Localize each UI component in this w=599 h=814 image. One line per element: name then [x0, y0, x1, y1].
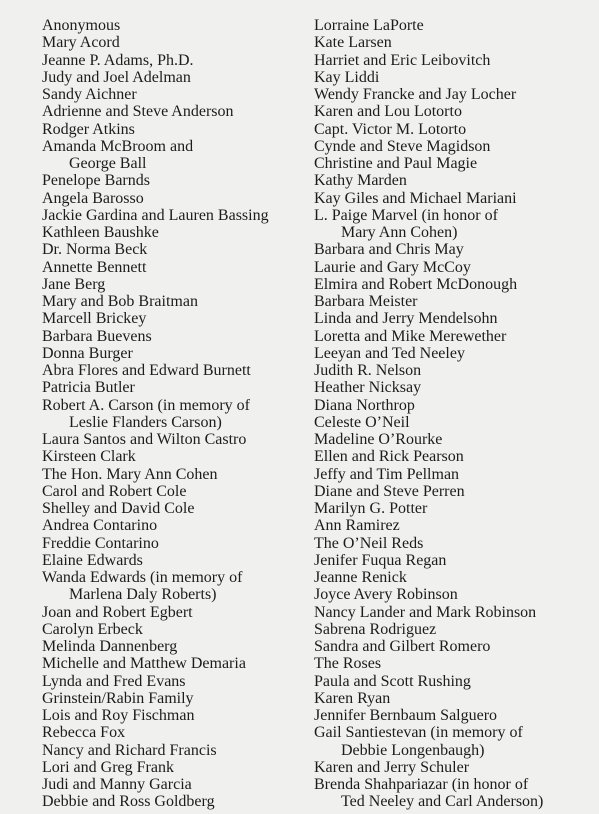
donor-entry [42, 293, 304, 310]
donor-entry [314, 724, 596, 759]
donor-name: Sabrena Rodriguez [314, 620, 437, 638]
donor-name: The Hon. Mary Ann Cohen [42, 465, 218, 483]
donor-entry [42, 241, 304, 258]
donor-entry [314, 448, 596, 465]
donor-name: Jane Berg [42, 275, 106, 293]
donor-name: Lorraine LaPorte [314, 17, 424, 34]
donor-name: L. Paige Marvel (in honor of [314, 206, 498, 224]
donor-entry [42, 655, 304, 672]
donor-name: Jeffy and Tim Pellman [314, 465, 460, 483]
donor-name: Karen and Jerry Schuler [314, 758, 470, 776]
donor-entry [42, 310, 304, 327]
donor-entry [42, 276, 304, 293]
donor-entry [314, 190, 596, 207]
donor-name: Jenifer Fuqua Regan [314, 551, 447, 569]
donor-entry [314, 207, 596, 242]
donor-name-continuation: Ted Neeley and Carl Anderson) [341, 793, 544, 811]
donor-entry [314, 310, 596, 327]
donor-entry [314, 586, 596, 603]
donor-entry [314, 52, 596, 69]
donor-column-right [314, 17, 596, 811]
donor-name: Cynde and Steve Magidson [314, 137, 491, 155]
donor-entry [42, 707, 304, 724]
donor-name: Rebecca Fox [42, 724, 126, 742]
donor-entry [42, 52, 304, 69]
donor-entry [314, 293, 596, 310]
donor-name: Carol and Robert Cole [42, 482, 187, 500]
donor-entry [42, 431, 304, 448]
donor-name: Brenda Shahpariazar (in honor of [314, 776, 529, 793]
donor-entry [314, 500, 596, 517]
donor-entry [314, 34, 596, 51]
donor-entry [314, 379, 596, 396]
donor-entry [314, 638, 596, 655]
donor-entry [42, 742, 304, 759]
donor-entry [42, 535, 304, 552]
donor-entry [42, 34, 304, 51]
donor-name: Jeanne P. Adams, Ph.D. [42, 51, 194, 69]
donor-entry [314, 155, 596, 172]
donor-name: Marcell Brickey [42, 310, 147, 328]
donor-entry [314, 17, 596, 34]
donor-entry [42, 517, 304, 534]
donor-entry [42, 759, 304, 776]
donor-name: Angela Barosso [42, 189, 144, 207]
donor-name: Ann Ramirez [314, 517, 400, 535]
donor-entry [42, 190, 304, 207]
donor-name: Mary and Bob Braitman [42, 293, 198, 310]
donor-name-continuation: George Ball [69, 155, 147, 172]
donor-name: Kate Larsen [314, 34, 392, 52]
donor-entry [314, 655, 596, 672]
donor-name: Joyce Avery Robinson [314, 586, 458, 604]
donor-entry [42, 328, 304, 345]
donor-name: Elaine Edwards [42, 551, 143, 569]
donor-name: Freddie Contarino [42, 534, 159, 552]
donor-entry [314, 552, 596, 569]
donor-name: Andrea Contarino [42, 517, 158, 535]
donor-entry [314, 414, 596, 431]
donor-entry [42, 345, 304, 362]
donor-name: Michelle and Matthew Demaria [42, 655, 246, 673]
donor-entry [314, 759, 596, 776]
donor-name: Lori and Greg Frank [42, 758, 174, 776]
donor-name: Debbie and Ross Goldberg [42, 793, 215, 811]
donor-name: Kay Giles and Michael Mariani [314, 189, 517, 207]
donor-name: Amanda McBroom and [42, 137, 194, 155]
donor-entry [42, 224, 304, 241]
donor-entry [314, 241, 596, 258]
donor-name: Linda and Jerry Mendelsohn [314, 310, 498, 328]
donor-entry [314, 328, 596, 345]
donor-name: Barbara and Chris May [314, 241, 464, 259]
donor-name: Harriet and Eric Leibovitch [314, 51, 491, 69]
donor-name: Anonymous [42, 17, 121, 34]
donor-name: Adrienne and Steve Anderson [42, 103, 234, 121]
donor-name: Judy and Joel Adelman [42, 68, 191, 86]
donor-name: Madeline O’Rourke [314, 431, 443, 448]
donor-name: Capt. Victor M. Lotorto [314, 120, 467, 138]
donor-name-continuation: Marlena Daly Roberts) [69, 586, 217, 604]
donor-name: Annette Bennett [42, 258, 147, 276]
donor-entry [314, 345, 596, 362]
donor-name: Lois and Roy Fischman [42, 707, 195, 724]
donor-entry [314, 103, 596, 120]
donor-name: Lynda and Fred Evans [42, 672, 186, 690]
donor-entry [314, 535, 596, 552]
donor-name: Robert A. Carson (in memory of [42, 396, 250, 414]
donor-entry [314, 121, 596, 138]
donor-entry [314, 690, 596, 707]
donor-entry [42, 552, 304, 569]
donor-name: Diana Northrop [314, 396, 415, 414]
donor-name: Barbara Meister [314, 293, 418, 310]
donor-name: The O’Neil Reds [314, 534, 424, 552]
donor-name: Wanda Edwards (in memory of [42, 569, 243, 586]
donor-name: Patricia Butler [42, 379, 135, 397]
donor-entry [42, 397, 304, 432]
donor-entry [42, 673, 304, 690]
donor-name: Jennifer Bernbaum Salguero [314, 707, 498, 724]
donor-name: Nancy Lander and Mark Robinson [314, 603, 537, 621]
donor-entry [314, 569, 596, 586]
donor-name: Christine and Paul Magie [314, 155, 478, 172]
donor-entry [42, 621, 304, 638]
donor-entry [314, 138, 596, 155]
donor-name: Leeyan and Ted Neeley [314, 344, 465, 362]
donor-name: Celeste O’Neil [314, 413, 410, 431]
donor-name: Marilyn G. Potter [314, 500, 428, 517]
donor-name: Diane and Steve Perren [314, 482, 465, 500]
donor-entry [42, 17, 304, 34]
donor-name: Melinda Dannenberg [42, 638, 178, 655]
donor-entry [42, 776, 304, 793]
donor-name: Kay Liddi [314, 68, 380, 86]
donor-name: Jackie Gardina and Lauren Bassing [42, 206, 269, 224]
donor-entry [314, 707, 596, 724]
donor-entry [314, 673, 596, 690]
donor-entry [42, 466, 304, 483]
donor-name: Shelley and David Cole [42, 500, 195, 517]
donor-entry [42, 86, 304, 103]
donor-entry [42, 172, 304, 189]
donor-entry [42, 138, 304, 173]
donor-entry [42, 121, 304, 138]
donor-name: Nancy and Richard Francis [42, 741, 217, 759]
donor-entry [42, 500, 304, 517]
donor-name: Sandy Aichner [42, 86, 137, 103]
donor-column-left [42, 17, 304, 811]
donor-entry [42, 690, 304, 707]
donor-entry [42, 362, 304, 379]
donor-entry [314, 466, 596, 483]
donor-name: Barbara Buevens [42, 327, 152, 345]
donor-entry [314, 172, 596, 189]
donor-entry [314, 276, 596, 293]
donor-name: Karen Ryan [314, 689, 391, 707]
donor-name: Kirsteen Clark [42, 448, 136, 466]
donor-entry [42, 569, 304, 604]
donor-entry [42, 793, 304, 810]
donor-entry [42, 638, 304, 655]
donor-entry [42, 259, 304, 276]
donor-name: Loretta and Mike Merewether [314, 327, 507, 345]
donor-name-continuation: Leslie Flanders Carson) [69, 413, 222, 431]
donor-name: Heather Nicksay [314, 379, 422, 397]
donor-name: The Roses [314, 655, 382, 673]
donor-name: Laura Santos and Wilton Castro [42, 431, 247, 448]
donor-entry [42, 207, 304, 224]
donor-entry [314, 431, 596, 448]
donor-entry [42, 483, 304, 500]
donor-entry [314, 621, 596, 638]
donor-entry [42, 103, 304, 120]
donor-name: Donna Burger [42, 344, 133, 362]
donor-entry [314, 86, 596, 103]
donor-entry [314, 483, 596, 500]
donor-name: Carolyn Erbeck [42, 620, 143, 638]
donor-entry [42, 69, 304, 86]
donor-name: Grinstein/Rabin Family [42, 689, 194, 707]
donor-entry [314, 517, 596, 534]
donor-name: Elmira and Robert McDonough [314, 275, 518, 293]
donor-name: Ellen and Rick Pearson [314, 448, 464, 466]
donor-name: Jeanne Renick [314, 569, 407, 586]
donor-name: Gail Santiestevan (in memory of [314, 724, 523, 742]
donor-entry [42, 604, 304, 621]
donor-name: Penelope Barnds [42, 172, 150, 190]
donor-entry [314, 259, 596, 276]
donor-name: Sandra and Gilbert Romero [314, 638, 491, 655]
donor-name: Wendy Francke and Jay Locher [314, 86, 517, 103]
donor-name: Dr. Norma Beck [42, 241, 148, 259]
donor-name: Kathy Marden [314, 172, 407, 190]
donor-name: Judi and Manny Garcia [42, 776, 192, 793]
donor-name: Laurie and Gary McCoy [314, 258, 471, 276]
donor-name: Joan and Robert Egbert [42, 603, 193, 621]
donor-name: Abra Flores and Edward Burnett [42, 362, 251, 379]
donor-name-continuation: Debbie Longenbaugh) [341, 741, 485, 759]
donor-name: Mary Acord [42, 34, 120, 52]
donor-entry [42, 379, 304, 396]
donor-entry [314, 362, 596, 379]
donor-entry [42, 448, 304, 465]
donor-name-continuation: Mary Ann Cohen) [341, 224, 458, 241]
donor-name: Rodger Atkins [42, 120, 135, 138]
donor-name: Kathleen Baushke [42, 224, 159, 241]
donor-entry [314, 397, 596, 414]
donor-name: Paula and Scott Rushing [314, 672, 471, 690]
donor-name: Karen and Lou Lotorto [314, 103, 462, 121]
donor-entry [314, 604, 596, 621]
donor-entry [314, 69, 596, 86]
donor-entry [42, 724, 304, 741]
donor-name: Judith R. Nelson [314, 362, 422, 379]
donor-entry [314, 776, 596, 811]
